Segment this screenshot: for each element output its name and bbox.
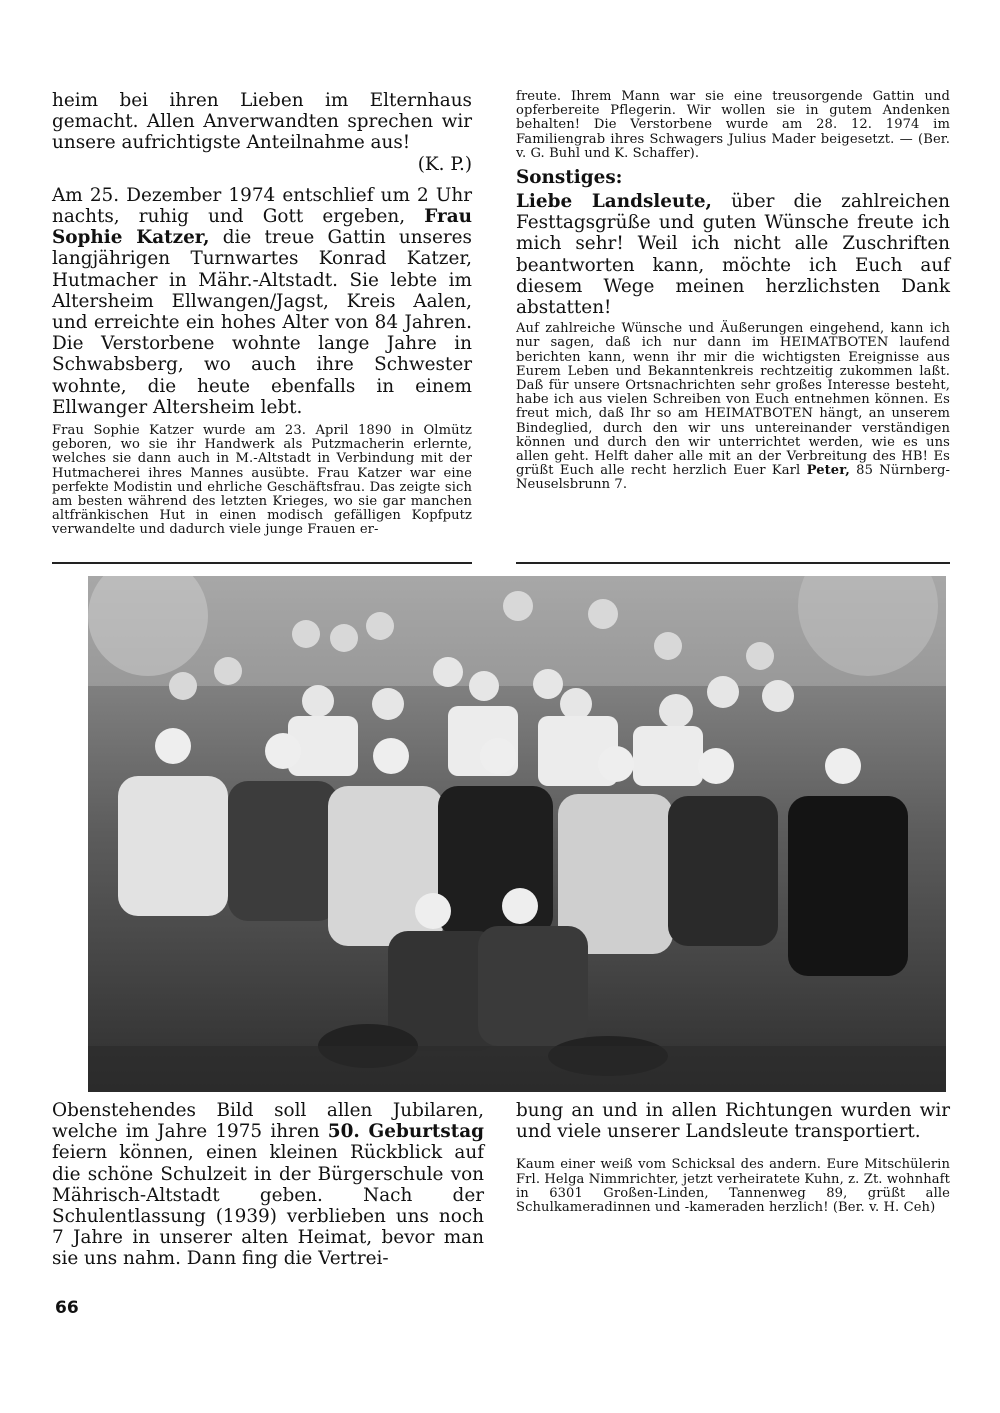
right-bottom-column [516,1100,950,1215]
obituary-text-b: die treue Gattin unseres langjährigen Turnwartes Konrad Katzer, Hutmacher in Mähr.-Altstadt. Sie lebte im Altersheim Ellwangen/Jagst, Kreis Aalen, und erreichte ein hohes Alter von 84 Jahren. Die Verstorbene wohnte lange Jahre in Schwabsberg, wo auch ihre Schwester wohnte, die heute ebenfalls in einem Ellwanger Altersheim lebt. [52,227,472,418]
obituary-name: Frau Sophie Katzer, [52,206,472,249]
caption-continuation: bung an und in allen Richtungen wurden wir und viele unserer Landsleute transportiert. [516,1100,950,1143]
author-name: Peter, [806,463,850,479]
thanks-paragraph [516,191,950,318]
classmate-greeting: Kaum einer weiß vom Schicksal des andern. Eure Mitschülerin Frl. Helga Nimmrichter, jetzt verheiratete Kuhn, z. Zt. wohnhaft in 6301 Großen-Linden, Tannenweg 89, grüßt alle Schulkameradinnen und -kameraden herzlich! (Ber. v. H. Ceh) [516,1157,950,1216]
right-top-column [516,90,950,493]
heimatbote-paragraph [516,322,950,492]
caption-text-a: Obenstehendes Bild soll allen Jubilaren, welche im Jahre 1975 ihren [52,1100,484,1143]
divider-left [52,562,472,564]
page-number: 66 [55,1298,79,1318]
signature-kp: (K. P.) [417,153,472,175]
section-heading-sonstiges: Sonstiges: [516,167,623,189]
heimatbote-text-a: Auf zahlreiche Wünsche und Äußerungen eingehend, kann ich nur sagen, daß ich nur dann im HEIMATBOTEN laufend berichten kann, wenn ihr mir die wichtigsten Ereignisse aus Eurem Leben und Bekanntenkreis rechtzeitig zukommen laßt. Daß für unsere Ortsnachrichten sehr großes Interesse besteht, habe ich aus vielen Schreiben von Euch entnehmen können. Es freut mich, daß Ihr so am HEIMATBOTEN hängt, an unserem Bindeglied, durch den wir uns untereinander verständigen können und durch den wir unterrichtet werden, wie es uns allen geht. Helft daher alle mit an der Verbreitung des HB! Es grüßt Euch alle recht herzlich Euer Karl [516,321,950,479]
paragraph-intro: heim bei ihren Lieben im Elternhaus gemacht. Allen Anverwandten sprechen wir unsere aufrichtigste Anteilnahme aus! [52,90,472,154]
obituary-continuation: freute. Ihrem Mann war sie eine treusorgende Gattin und opferbereite Pflegerin. Wir wollen sie in gutem Andenken behalten! Die Verstorbene wurde am 28. 12. 1974 im Familiengrab ihres Schwagers Julius Mader beigesetzt. — (Ber. v. G. Buhl und K. Schaffer). [516,89,950,161]
caption-bold: 50. Geburtstag [327,1121,484,1143]
thanks-lead: Liebe Landsleute, [516,191,712,213]
thanks-text: über die zahlreichen Festtagsgrüße und guten Wünsche freute ich mich sehr! Weil ich nicht alle Zuschriften beantworten kann, möchte ich Euch auf diesem Wege meinen herzlichsten Dank abstatten! [516,191,950,319]
divider-right [516,562,950,564]
caption-paragraph [52,1100,484,1270]
class-group-photo [88,576,946,1092]
heimatbote-text-b: 85 Nürnberg-Neuselsbrunn 7. [516,463,950,493]
obituary-katzer [52,185,472,418]
left-bottom-column [52,1100,484,1270]
left-top-column [52,90,472,538]
caption-text-b: feiern können, einen kleinen Rückblick auf die schöne Schulzeit in der Bürgerschule von Mährisch-Altstadt geben. Nach der Schulentlassung (1939) verblieben uns noch 7 Jahre in unserer alten Heimat, bevor man sie uns nahm. Dann fing die Vertrei- [52,1142,484,1270]
obituary-text-a: Am 25. Dezember 1974 entschlief um 2 Uhr nachts, ruhig und Gott ergeben, [52,184,472,228]
obituary-details: Frau Sophie Katzer wurde am 23. April 1890 in Olmütz geboren, wo sie ihr Handwerk als Putzmacherin erlernte, welches sie dann auch in M.-Altstadt in Verbindung mit der Hutmacherei ihres Mannes ausübte. Frau Katzer war eine perfekte Modistin und ehrliche Geschäftsfrau. Das zeigte sich am besten während des letzten Krieges, wo sie gar manchen altfränkischen Hut in einen modisch gefälligen Kopfputz verwandelte und dadurch viele junge Frauen er- [52,423,472,538]
